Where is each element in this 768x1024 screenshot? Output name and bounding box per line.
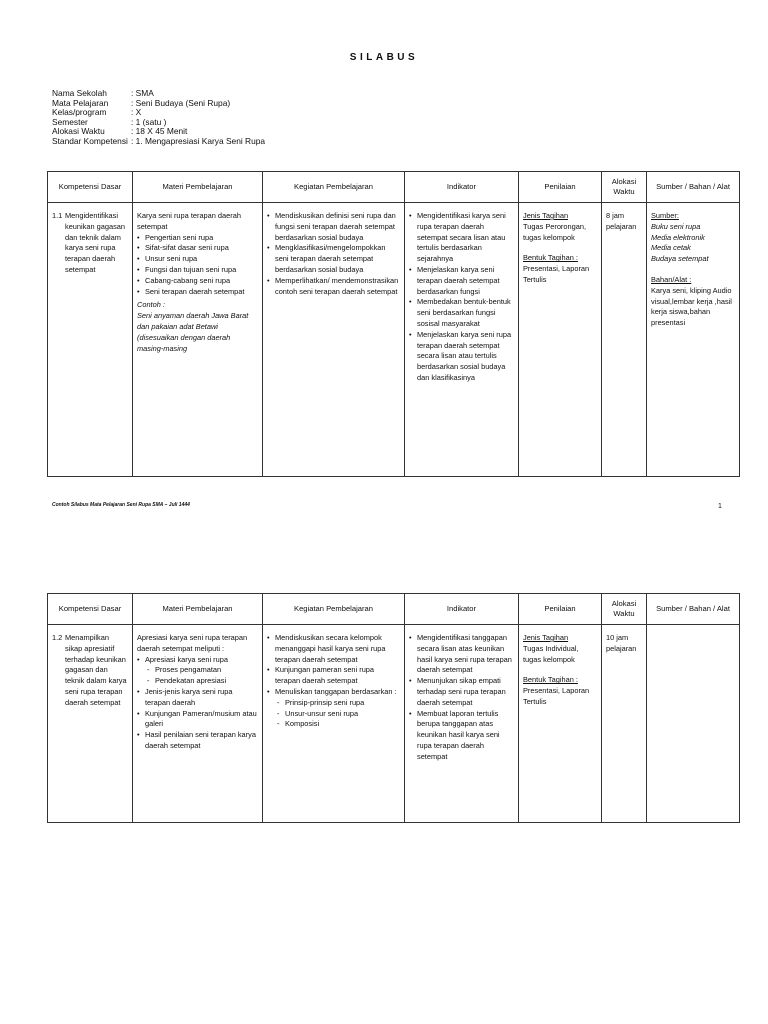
- sub-list-item: - Proses pengamatan: [145, 665, 258, 676]
- header-penilaian: Penilaian: [519, 594, 602, 625]
- sumber-item: Media cetak: [651, 243, 691, 253]
- header-alokasi: Alokasi Waktu: [602, 172, 647, 203]
- list-item-text: Menuliskan tanggapan berdasarkan :: [275, 686, 397, 696]
- list-item: • Seni terapan daerah setempat: [137, 287, 258, 298]
- list-item: • Unsur seni rupa: [137, 254, 258, 265]
- kd-text: Mengidentifikasi keunikan gagasan dan teknik dalam karya seni rupa terapan daerah setempat: [65, 211, 125, 274]
- list-item: • Mendiskusikan secara kelompok menanggapi hasil karya seni rupa terapan daerah setempat: [267, 633, 400, 665]
- bentuk-tagihan-value: Presentasi, Laporan Tertulis: [523, 686, 590, 706]
- materi-intro: Karya seni rupa terapan daerah setempat: [137, 211, 241, 231]
- list-item: • Jenis-jenis karya seni rupa terapan daerah: [137, 687, 258, 709]
- list-item: • Hasil penilaian seni terapan karya daerah setempat: [137, 730, 258, 752]
- sub-list-item: - Prinsip-prinsip seni rupa: [275, 698, 400, 709]
- info-label: Kelas/program: [52, 107, 107, 118]
- jenis-tagihan-label: Jenis Tagihan: [523, 633, 569, 642]
- header-sumber: Sumber / Bahan / Alat: [647, 594, 740, 625]
- list-item: • Kunjungan Pameran/musium atau galeri: [137, 709, 258, 731]
- header-indikator: Indikator: [405, 594, 519, 625]
- header-sumber: Sumber / Bahan / Alat: [647, 172, 740, 203]
- info-row-competency: [52, 137, 265, 147]
- bentuk-tagihan-label: Bentuk Tagihan :: [523, 253, 578, 263]
- jenis-tagihan-value: Tugas Perorongan, tugas kelompok: [523, 221, 586, 242]
- list-item: • Mengidentifikasi tanggapan secara lisan atas keunikan hasil karya seni rupa terapan daerah setempat: [409, 633, 514, 676]
- list-item: • Kunjungan pameran seni rupa terapan daerah setempat: [267, 665, 400, 687]
- info-label: Semester: [52, 116, 88, 127]
- info-value: : Seni Budaya (Seni Rupa): [131, 97, 231, 108]
- list-item: • Fungsi dan tujuan seni rupa: [137, 265, 258, 276]
- header-kd: Kompetensi Dasar: [48, 172, 133, 203]
- list-item: [267, 687, 400, 730]
- bahan-text: Karya seni, kliping Audio visual,lembar kerja ,hasil kerja siswa,bahan presentasi: [651, 285, 732, 328]
- table-row: [48, 203, 740, 477]
- sumber-item: Buku seni rupa: [651, 221, 701, 231]
- school-info: [52, 89, 265, 147]
- info-label: Alokasi Waktu: [52, 126, 105, 137]
- cell-materi: [133, 625, 263, 823]
- table-row: [48, 625, 740, 823]
- footer-note: Contoh Silabus Mata Pelajaran Seni Rupa SMA – Juli 1444: [52, 502, 190, 508]
- list-item: • Membuat laporan tertulis berupa tanggapan atas keunikan hasil karya seni rupa terapan daerah setempat: [409, 709, 514, 763]
- sub-list-item: - Pendekatan apresiasi: [145, 676, 258, 687]
- header-materi: Materi Pembelajaran: [133, 594, 263, 625]
- info-value: : SMA: [131, 88, 154, 98]
- cell-materi: [133, 203, 263, 477]
- sumber-item: Budaya setempat: [651, 254, 709, 264]
- list-item: • Sifat-sifat dasar seni rupa: [137, 243, 258, 254]
- cell-sumber: [647, 625, 740, 823]
- table-header-row: [48, 172, 740, 203]
- table-header-row: [48, 594, 740, 625]
- header-kegiatan: Kegiatan Pembelajaran: [263, 172, 405, 203]
- info-value: : X: [131, 107, 142, 118]
- list-item-text: Apresiasi karya seni rupa: [145, 654, 228, 664]
- cell-kd: [48, 203, 133, 477]
- list-item: • Pengertian seni rupa: [137, 233, 258, 244]
- list-item: • Cabang-cabang seni rupa: [137, 276, 258, 287]
- cell-penilaian: [519, 625, 602, 823]
- kd-text: Menampilkan sikap apresiatif terhadap keunikan gagasan dan teknik dalam karya seni rupa terapan daerah setempat: [65, 633, 127, 707]
- info-value: : 18 X 45 Menit: [131, 126, 188, 137]
- list-item: • Mengklasifikasi/mengelompokkan seni terapan daerah setempat berdasarkan sosial budaya: [267, 243, 400, 275]
- info-value: : 1 (satu ): [131, 116, 167, 127]
- kd-number: 1.2: [52, 633, 63, 642]
- list-item: • Mendiskusikan definisi seni rupa dan fungsi seni terapan daerah setempat berdasarkan sosial budaya: [267, 211, 400, 243]
- list-item: • Memperlihatkan/ mendemonstrasikan contoh seni terapan daerah setempat: [267, 276, 400, 298]
- cell-kd: [48, 625, 133, 823]
- header-kd: Kompetensi Dasar: [48, 594, 133, 625]
- page-number: 1: [718, 503, 722, 510]
- cell-kegiatan: [263, 203, 405, 477]
- syllabus-table-2: [47, 593, 740, 823]
- kd-number: 1.1: [52, 211, 63, 220]
- sub-list-item: - Unsur-unsur seni rupa: [275, 709, 400, 720]
- bahan-label: Bahan/Alat :: [651, 274, 692, 284]
- cell-kegiatan: [263, 625, 405, 823]
- cell-alokasi: 10 jam pelajaran: [602, 625, 647, 823]
- bentuk-tagihan-label: Bentuk Tagihan :: [523, 675, 578, 685]
- info-label: Mata Pelajaran: [52, 97, 109, 108]
- page-title: SILABUS: [349, 52, 419, 63]
- bentuk-tagihan-value: Presentasi, Laporan Tertulis: [523, 264, 590, 284]
- syllabus-table-1: [47, 171, 740, 477]
- header-penilaian: Penilaian: [519, 172, 602, 203]
- materi-intro: Apresiasi karya seni rupa terapan daerah setempat meliputi :: [137, 633, 248, 653]
- header-kegiatan: Kegiatan Pembelajaran: [263, 594, 405, 625]
- info-label: Standar Kompetensi: [52, 135, 128, 146]
- sumber-item: Media elektronik: [651, 232, 705, 242]
- cell-indikator: [405, 625, 519, 823]
- info-label: Nama Sekolah: [52, 88, 107, 98]
- sub-list-item: - Komposisi: [275, 719, 400, 730]
- list-item: [137, 655, 258, 687]
- cell-alokasi: 8 jam pelajaran: [602, 203, 647, 477]
- list-item: • Menjelaskan karya seni rupa terapan daerah setempat secara lisan atau tertulis berdasarkan sosial budaya dan klasifikasinya: [409, 330, 514, 384]
- list-item: • Mengidentifikasi karya seni rupa terapan daerah setempat secara lisan atau tertulis berdasarkan sejarahnya: [409, 211, 514, 265]
- sumber-label: Sumber:: [651, 211, 679, 220]
- header-materi: Materi Pembelajaran: [133, 172, 263, 203]
- contoh-text: Seni anyaman daerah Jawa Barat dan pakaian adat Betawi (disesuaikan dengan daerah masing-masing: [137, 311, 249, 353]
- list-item: • Membedakan bentuk-bentuk seni berdasarkan fungsi sosisal masyarakat: [409, 297, 514, 329]
- contoh-label: Contoh :: [137, 300, 165, 310]
- cell-sumber: [647, 203, 740, 477]
- list-item: • Menunjukan sikap empati terhadap seni rupa terapan daerah setempat: [409, 676, 514, 708]
- header-indikator: Indikator: [405, 172, 519, 203]
- list-item: • Menjelaskan karya seni terapan daerah setempat berdasarkan fungsi: [409, 265, 514, 297]
- cell-indikator: [405, 203, 519, 477]
- jenis-tagihan-value: Tugas Individual, tugas kelompok: [523, 643, 579, 664]
- jenis-tagihan-label: Jenis Tagihan: [523, 211, 569, 220]
- info-value: : 1. Mengapresiasi Karya Seni Rupa: [131, 135, 266, 146]
- cell-penilaian: [519, 203, 602, 477]
- header-alokasi: Alokasi Waktu: [602, 594, 647, 625]
